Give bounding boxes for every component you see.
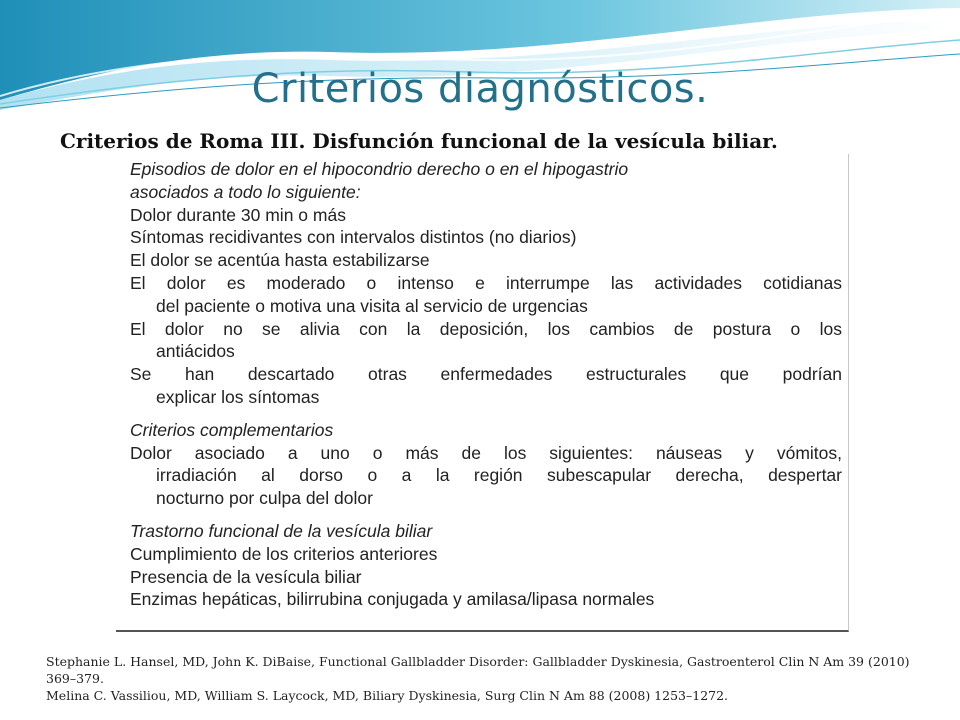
criteria-item: Se han descartado otras enfermedades estructurales que podrían: [130, 364, 842, 385]
section-heading: Trastorno funcional de la vesícula biliar: [130, 520, 433, 541]
criteria-item: Presencia de la vesícula biliar: [130, 566, 362, 587]
section-heading: Criterios complementarios: [130, 419, 334, 440]
section-heading: Episodios de dolor en el hipocondrio derecho o en el hipogastrio: [130, 159, 629, 179]
criteria-item: El dolor es moderado o intenso e interrumpe las actividades cotidianas: [130, 272, 842, 293]
criteria-item-continued: del paciente o motiva una visita al servicio de urgencias: [156, 295, 588, 316]
criteria-item-continued: explicar los síntomas: [156, 386, 320, 407]
references: [46, 653, 926, 704]
section-heading-continued: asociados a todo lo siguiente:: [130, 181, 361, 202]
reference-item: Melina C. Vassiliou, MD, William S. Laycock, MD, Biliary Dyskinesia, Surg Clin N Am 88 (2008) 1253–1272.: [46, 688, 729, 703]
criteria-item: Enzimas hepáticas, bilirrubina conjugada y amilasa/lipasa normales: [130, 589, 655, 610]
criteria-item: El dolor no se alivia con la deposición, los cambios de postura o los: [130, 318, 842, 339]
criteria-item-continued: nocturno por culpa del dolor: [156, 488, 373, 509]
criteria-item-continued: irradiación al dorso o a la región subescapular derecha, despertar: [156, 465, 842, 486]
criteria-item: Dolor durante 30 min o más: [130, 204, 346, 225]
criteria-item: Dolor asociado a uno o más de los siguientes: náuseas y vómitos,: [130, 442, 842, 463]
slide-subtitle: Criterios de Roma III. Disfunción funcional de la vesícula biliar.: [60, 129, 778, 153]
slide-title: Criterios diagnósticos.: [251, 66, 709, 112]
reference-item: Stephanie L. Hansel, MD, John K. DiBaise, Functional Gallbladder Disorder: Gallbladder Dyskinesia, Gastroenterol Clin N Am 39 (2010) 369–379.: [46, 654, 910, 686]
criteria-item: Síntomas recidivantes con intervalos distintos (no diarios): [130, 227, 577, 248]
criteria-figure: [116, 154, 849, 632]
criteria-item: El dolor se acentúa hasta estabilizarse: [130, 250, 430, 271]
criteria-item-continued: antiácidos: [156, 341, 235, 362]
criteria-item: Cumplimiento de los criterios anteriores: [130, 543, 438, 564]
